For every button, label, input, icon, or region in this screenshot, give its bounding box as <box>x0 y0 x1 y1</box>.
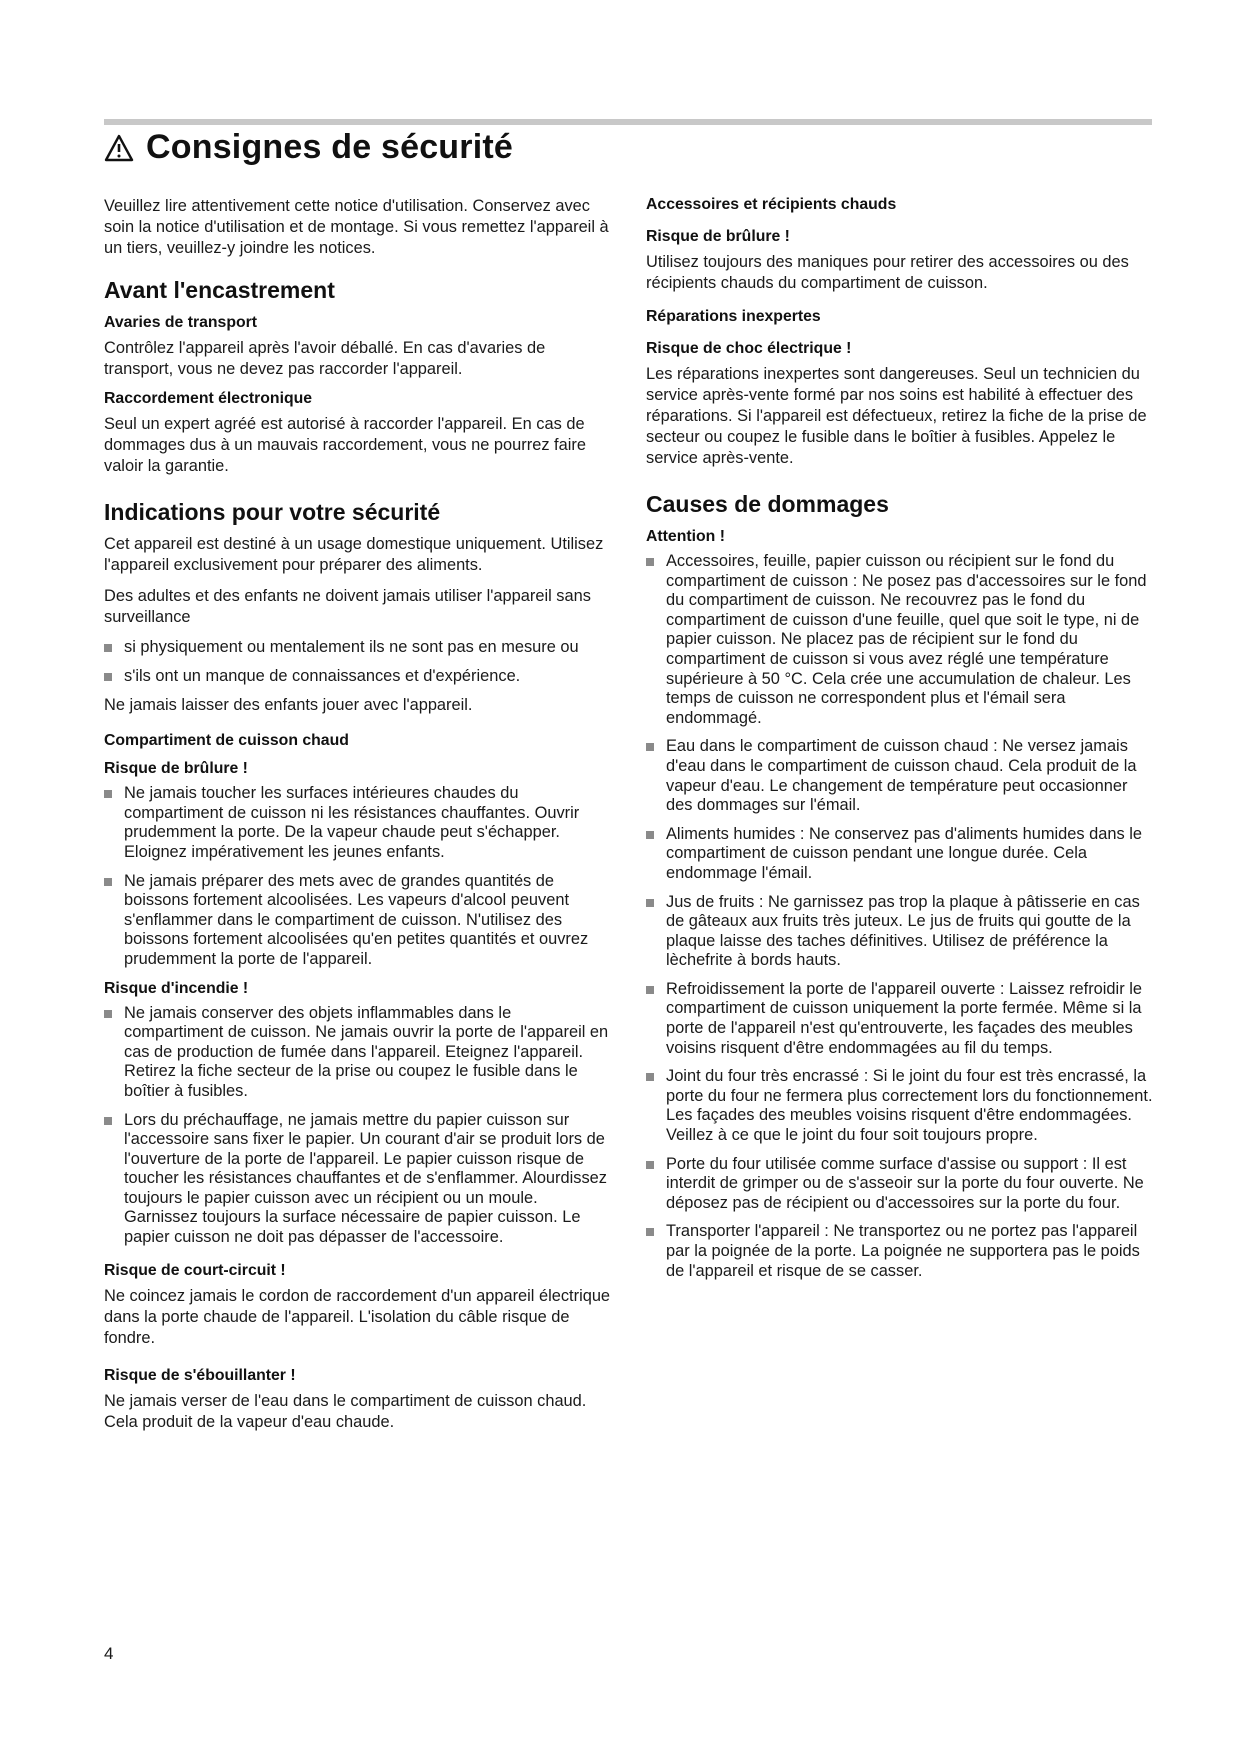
list-item: s'ils ont un manque de connaissances et d'expérience. <box>104 667 614 687</box>
list-item: Porte du four utilisée comme surface d'assise ou support : Il est interdit de grimper ou de s'asseoir sur la porte du four ouverte. Ne déposez pas de récipient ou d'accessoires sur la porte du four. <box>646 1155 1156 1214</box>
text-jouer: Ne jamais laisser des enfants jouer avec l'appareil. <box>104 696 473 715</box>
list-item: Jus de fruits : Ne garnissez pas trop la plaque à pâtisserie en cas de gâteaux aux fruits très juteux. Le jus de fruits qui goutte de la plaque laisse des taches définitives. Utilisez de préférence la lèchefrite à bords hauts. <box>646 893 1156 971</box>
list-item: Joint du four très encrassé : Si le joint du four est très encrassé, la porte du four ne fermera plus correctement lors du fonctionnement. Les façades des meubles voisins risquent d'être endommagées. Veillez à ce que le joint du four soit toujours propre. <box>646 1067 1156 1145</box>
list-item: Ne jamais préparer des mets avec de grandes quantités de boissons fortement alcoolisées. Les vapeurs d'alcool peuvent s'enflammer dans le compartiment de cuisson. N'utilisez des boissons fortement alcoolisées qu'en petites quantités et ouvrez prudemment la porte de l'appareil. <box>104 872 614 970</box>
text-court-circuit: Ne coincez jamais le cordon de raccordement d'un appareil électrique dans la porte chaude de l'appareil. L'isolation du câble risque de fondre. <box>104 1286 611 1347</box>
bullet-icon <box>646 743 654 751</box>
page-title <box>104 128 513 167</box>
heading-reparations: Réparations inexpertes <box>646 308 821 325</box>
bullet-icon <box>646 1161 654 1169</box>
bullet-icon <box>646 1228 654 1236</box>
heading-indications-securite: Indications pour votre sécurité <box>104 499 441 525</box>
intro-text: Veuillez lire attentivement cette notice d'utilisation. Conservez avec soin la notice d'utilisation et de montage. Si vous remettez l'appareil à un tiers, veuillez-y joindre les notices. <box>104 197 609 257</box>
heading-ebouillanter: Risque de s'ébouillanter ! <box>104 1366 296 1384</box>
header-rule <box>104 119 1152 125</box>
bullet-icon <box>646 899 654 907</box>
list-item: Ne jamais conserver des objets inflammables dans le compartiment de cuisson. Ne jamais ouvrir la porte de l'appareil en cas de production de fumée dans l'appareil. Eteignez l'appareil. Retirez la fiche secteur de la prise ou coupez le fusible dans le boîtier à fusibles. <box>104 1004 614 1102</box>
bullet-icon <box>104 1010 112 1018</box>
bullet-icon <box>104 878 112 886</box>
list-item: Accessoires, feuille, papier cuisson ou récipient sur le fond du compartiment de cuisson : Ne posez pas d'accessoires sur le fond du compartiment de cuisson. Ne recouvrez pas le fond du compartiment de cuisson d'une feuille, quel que soit le type, ni de papier cuisson. Ne placez pas de récipient sur le fond du compartiment de cuisson si vous avez réglé une température supérieure à 50 °C. Cela crée une accumulation de chaleur. Les temps de cuisson ne correspondent plus et l'émail sera endommagé. <box>646 552 1156 728</box>
list-incendie <box>104 1004 614 1248</box>
list-adultes <box>104 638 614 686</box>
page-title-text: Consignes de sécurité <box>146 128 513 166</box>
bullet-icon <box>646 1073 654 1081</box>
heading-accessoires-chauds: Accessoires et récipients chauds <box>646 196 897 213</box>
bullet-icon <box>646 831 654 839</box>
bullet-icon <box>646 986 654 994</box>
bullet-icon <box>104 644 112 652</box>
list-causes <box>646 552 1156 1281</box>
heading-causes-dommages: Causes de dommages <box>646 491 889 517</box>
heading-risque-incendie: Risque d'incendie ! <box>104 979 249 997</box>
text-raccordement: Seul un expert agréé est autorisé à raccorder l'appareil. En cas de dommages dus à un mauvais raccordement, vous ne pourrez faire valoir la garantie. <box>104 415 586 475</box>
text-reparations: Les réparations inexpertes sont dangereuses. Seul un technicien du service après-vente formé par nos soins est habilité à effectuer des réparations. Si l'appareil est défectueux, retirez la fiche de la prise de secteur ou coupez le fusible dans le boîtier à fusibles. Appelez le service après-vente. <box>646 365 1147 467</box>
heading-risque-brulure: Risque de brûlure ! <box>104 760 248 778</box>
bullet-icon <box>104 673 112 681</box>
list-item: Eau dans le compartiment de cuisson chaud : Ne versez jamais d'eau dans le compartiment de cuisson chaud. Cela produit de la vapeur d'eau. Le changement de température peut occasionner des dommages sur l'émail. <box>646 737 1156 815</box>
heading-compartiment-chaud: Compartiment de cuisson chaud <box>104 732 349 750</box>
list-item: Ne jamais toucher les surfaces intérieures chaudes du compartiment de cuisson ni les résistances chauffantes. Ouvrir prudemment la porte. De la vapeur chaude peut s'échapper. Eloignez impérativement les jeunes enfants. <box>104 784 614 862</box>
page-number: 4 <box>104 1644 114 1663</box>
list-brulure <box>104 784 614 969</box>
text-adultes: Des adultes et des enfants ne doivent jamais utiliser l'appareil sans surveillance <box>104 587 591 626</box>
right-column <box>646 196 1156 1290</box>
heading-choc-electrique: Risque de choc électrique ! <box>646 340 852 357</box>
heading-avaries-transport: Avaries de transport <box>104 314 258 331</box>
bullet-icon <box>104 790 112 798</box>
warning-icon <box>104 134 134 162</box>
left-column <box>104 196 614 1443</box>
text-accessoires: Utilisez toujours des maniques pour retirer des accessoires ou des récipients chauds du compartiment de cuisson. <box>646 253 1129 292</box>
bullet-icon <box>646 558 654 566</box>
heading-court-circuit: Risque de court-circuit ! <box>104 1261 286 1279</box>
list-item: Transporter l'appareil : Ne transportez ou ne portez pas l'appareil par la poignée de la porte. La poignée ne supportera pas le poids de l'appareil et risque de se casser. <box>646 1222 1156 1281</box>
heading-avant-encastrement: Avant l'encastrement <box>104 277 335 303</box>
text-ebouillanter: Ne jamais verser de l'eau dans le compartiment de cuisson chaud. Cela produit de la vapeur d'eau chaude. <box>104 1391 587 1431</box>
list-item: si physiquement ou mentalement ils ne sont pas en mesure ou <box>104 638 614 658</box>
list-item: Lors du préchauffage, ne jamais mettre du papier cuisson sur l'accessoire sans fixer le papier. Un courant d'air se produit lors de l'ouverture de la porte de l'appareil. Le papier cuisson risque de toucher les résistances chauffantes et de s'enflammer. Alourdissez toujours le papier cuisson avec un récipient ou un moule. Garnissez toujours la surface nécessaire de papier cuisson. Le papier cuisson ne doit pas dépasser de l'accessoire. <box>104 1111 614 1248</box>
text-avaries-transport: Contrôlez l'appareil après l'avoir déballé. En cas d'avaries de transport, vous ne devez pas raccorder l'appareil. <box>104 339 546 378</box>
list-item: Aliments humides : Ne conservez pas d'aliments humides dans le compartiment de cuisson pendant une longue durée. Cela endommage l'émail. <box>646 825 1156 884</box>
bullet-icon <box>104 1117 112 1125</box>
heading-attention: Attention ! <box>646 528 725 545</box>
text-usage: Cet appareil est destiné à un usage domestique uniquement. Utilisez l'appareil exclusivement pour préparer des aliments. <box>104 535 604 574</box>
list-item: Refroidissement la porte de l'appareil ouverte : Laissez refroidir le compartiment de cuisson uniquement la porte fermée. Même si la porte de l'appareil n'est qu'entrouverte, les façades des meubles voisins risquent d'être endommagées au fil du temps. <box>646 980 1156 1058</box>
heading-risque-brulure-2: Risque de brûlure ! <box>646 228 790 245</box>
heading-raccordement: Raccordement électronique <box>104 390 313 407</box>
